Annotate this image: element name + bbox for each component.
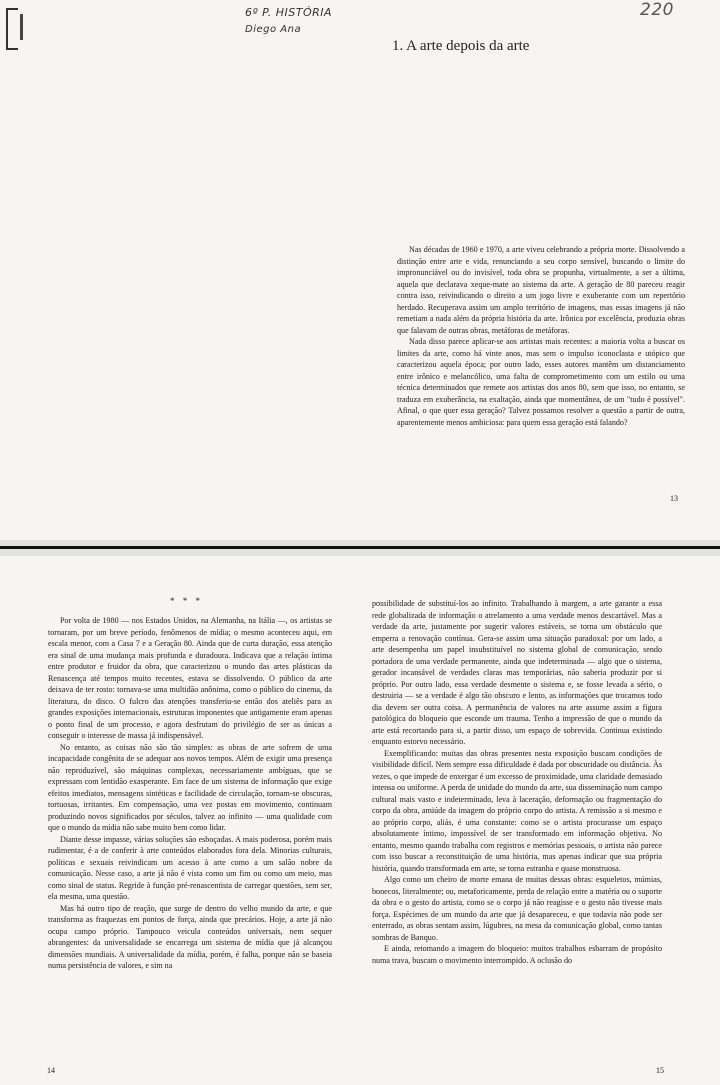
right-column [372, 598, 662, 966]
page-separator [0, 540, 720, 556]
paragraph: E ainda, retomando a imagem do bloqueio: muitos trabalhos esbarram de propósito numa trava, buscam o movimento interrompido. A oclusão do [372, 944, 662, 965]
paragraph: No entanto, as coisas não são tão simples: as obras de arte sofrem de uma incapacidade congênita de se adequar aos novos tempos. Além de exigir uma presença não reproduzível, são máquinas complexas, necessariamente ambíguas, que se expressam com lentidão exasperante. Em face de um sistema de informação que exige efeitos imediatos, mensagens sintéticas e facilidade de circulação, tornam-se obscuras, tortuosas, irritantes. Em compensação, uma vez postas em movimento, continuam produzindo novos significados por séculos, talvez ao infinito — uma qualidade com que o mundo da mídia não sabe muito bem como lidar. [48, 742, 332, 832]
page-number-right: 15 [656, 1066, 664, 1075]
paragraph: Algo como um cheiro de morte emana de muitas dessas obras: esqueletos, múmias, bonecos, literalmente; ou, metaforicamente, perda de relação entre a matéria ou o suporte da obra e o gesto do artista, como se o corpo já não reagisse e o gesto não tivesse mais força. Espécimes de um mundo da arte que já desapareceu, e que todavia não pode ser enterrado, as obras sentam assim, lúgubres, na mesa da comunicação global, como tantas sombras de Banquo. [372, 875, 662, 942]
page-number-left: 14 [47, 1066, 55, 1075]
handwritten-page-number: 220 [640, 0, 674, 20]
paragraph: possibilidade de substituí-los ao infinito. Trabalhando à margem, a arte garante a essa rede globalizada de informação o atrelamento a uma verdade menos descartável. Mas a verdade da arte, justamente por sugerir valores estáveis, se torna um obstáculo que emperra a renovação contínua. Gera-se assim uma situação paradoxal: por um lado, a arte desempenha um papel insubstituível no sistema global de comunicação, sendo portadora de uma verdade permanente, ainda que indeterminada — algo que o sistema, gerador incansável de verdades claras mas temporárias, não saberia produzir por si próprio. Por outro lado, essa verdade desmente o sistema e, se fosse levada a sério, o destruiria — se a verdade é algo tão obscuro e lento, as informações que trocamos todo dia devem ser outra coisa. A permanência de valores na arte assume assim a figura patológica do bloqueio que esconde um trauma. Tenho a impressão de que o mundo da arte está recortando para si, a partir disso, um espaço de sobrevida. Continua existindo enquanto estorvo necessário. [372, 599, 662, 746]
paragraph: Por volta de 1980 — nos Estados Unidos, na Alemanha, na Itália —, os artistas se tornaram, por um breve período, fenômenos de mídia; o mesmo aconteceu aqui, em escala menor, com a Casa 7 e a Geração 80. Ainda que de curta duração, essa atenção era sinal de uma mudança mais profunda e duradoura. Indicava que a relação íntima entre produtor e fruidor da obra, que caracterizou o mundo das artes plásticas da Renascença até tempos muito recentes, estava se dissolvendo. O público da arte deixava de ter rosto: tornava-se uma multidão anônima, como o público do cinema, da literatura, do disco. O fulcro das atenções transferiu-se então dos ateliês para as grandes exposições internacionais, estruturas imponentes que antigamente eram apenas o ponto final de um processo, e agora desfrutam do privilégio de ser as únicas a conseguir o interesse de massa já indispensável. [48, 616, 332, 740]
bracket-mark [6, 8, 18, 50]
left-column [48, 615, 332, 972]
paragraph: Nas décadas de 1960 e 1970, a arte viveu celebrando a própria morte. Dissolvendo a distinção entre arte e vida, renunciando a seu corpo sensível, buscando o limite do impronunciável ou do invisível, toda obra se propunha, virtualmente, a ser a última, aquela que declarava xeque-mate ao sistema da arte. A geração de 80 pareceu reagir contra isso, reivindicando o direito a um jogo livre e exuberante com um repertório herdado. Recuperava assim um amplo território de imagens, mas essas imagens já não remetiam a nada além da própria história da arte. Irônica por excelência, produzia obras que falavam de outras obras, metáforas de metáforas. [397, 245, 685, 335]
paragraph: Nada disso parece aplicar-se aos artistas mais recentes: a maioria volta a buscar os limites da arte, como há vinte anos, mas sem o impulso iconoclasta e utópico que caracterizou aquela época; por outro lado, esses autores mantêm um distanciamento entre irônico e melancólico, uma falta de comprometimento com um estilo ou uma técnica determinados que remete aos artistas dos anos 80, sem que isso, no entanto, se traduza em exuberância, na exaltação, ainda que momentânea, de um "tudo é possível". Afinal, o que quer essa geração? Talvez possamos resolver a questão a partir de outra, aparentemente menos ambiciosa: para quem essa geração está falando? [397, 337, 685, 427]
page-number: 13 [670, 494, 678, 503]
chapter-title: 1. A arte depois da arte [392, 38, 530, 54]
margin-mark [20, 14, 23, 40]
top-page [0, 0, 720, 540]
top-text-block [397, 244, 685, 428]
paragraph: Diante desse impasse, várias soluções são esboçadas. A mais poderosa, porém mais rudimentar, é a de conferir à arte conteúdos elaborados fora dela. Minorias culturais, políticas e sexuais reivindicam um acesso à arte como a um salão nobre da comunicação. Nesse caso, a arte já não é vista como um fim ou como um meio, mas como sinal de status. Regride à função pré-renascentista de carregar questões, sem ser, ela mesma, uma questão. [48, 834, 332, 901]
paragraph: Exemplificando: muitas das obras presentes nesta exposição buscam condições de visibilidade difícil. Nem sempre essa dificuldade é dada por obscuridade ou distância. Às vezes, o que impede de enxergar é um excesso de proximidade, uma claridade demasiado intensa ou uniforme. A perda de unidade do mundo da arte, sua disseminação num campo cultural mais vasto e indeterminado, leva à laceração, deformação ou fragmentação do corpo da obra, amiúde da imagem do próprio corpo do artista. A remissão a si mesmo e ao próprio corpo, aliás, é uma constante: como se o artista procurasse um espaço absolutamente íntimo, impossível de ser transformado em informação objetiva. No entanto, mesmo quando trabalha com registros e memórias pessoais, o artista não parece com isso buscar a reconstituição de uma história, mas apenas indicar que sua própria história, quando transformada em arte, se torna estranha e quase monstruosa. [372, 748, 662, 873]
handwritten-note-top: 6º P. HISTÓRIA [245, 6, 333, 19]
paragraph: Mas há outro tipo de reação, que surge de dentro do velho mundo da arte, e que transforma as fraquezas em pontos de força, ainda que precários. Hoje, a arte já não ocupa campo próprio. Tampouco veicula conteúdos universais, nem sequer abrangentes: da universalidade se encarrega um sistema de mídia que já alcançou dimensões mundiais. A universalidade da mídia, porém, é falha, porque não se baseia numa persistência de valores, e sim na [48, 903, 332, 970]
divider-line [0, 546, 720, 549]
handwritten-note-left: Diego Ana [245, 24, 302, 35]
section-break: * * * [170, 596, 203, 606]
